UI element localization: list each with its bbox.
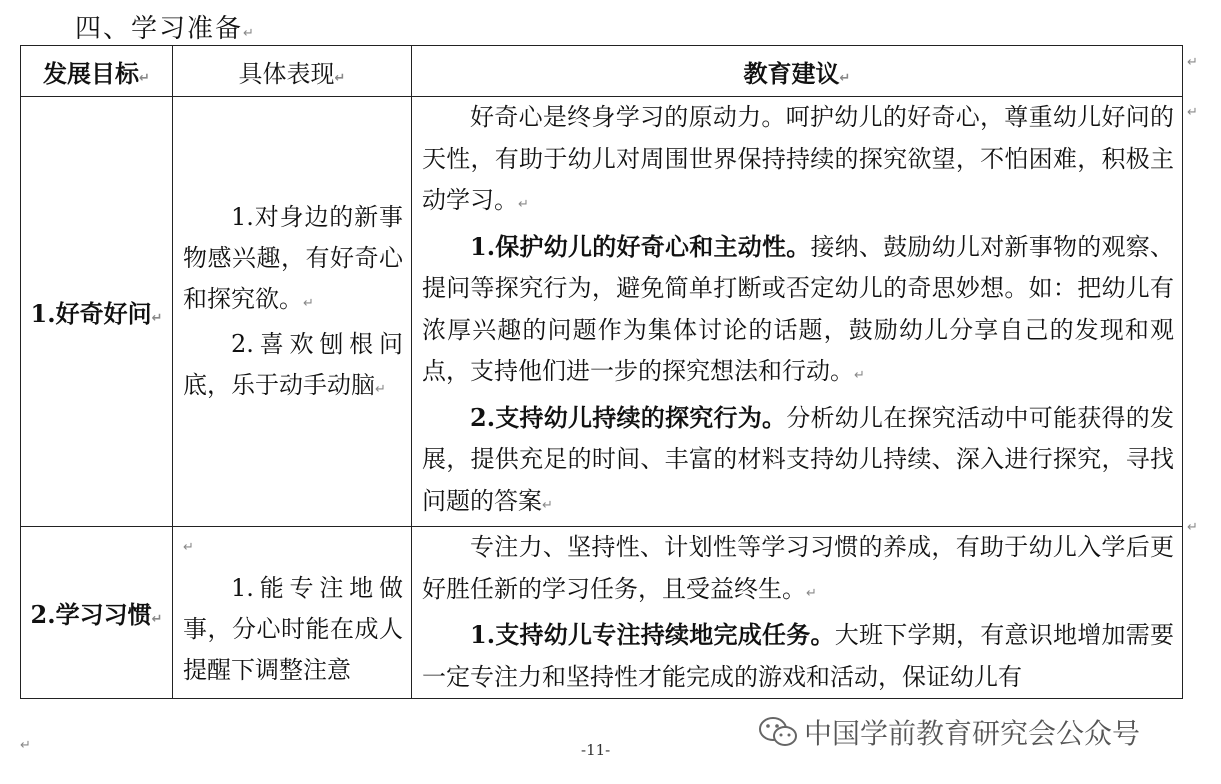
- table-header-row: [21, 46, 1183, 97]
- table-row: [21, 97, 1183, 527]
- advice-cell: [412, 97, 1183, 527]
- performance-item: 2.喜欢刨根问底，乐于动手动脑↵: [183, 330, 403, 399]
- header-cell-performance: 具体表现↵: [173, 46, 412, 97]
- page-number: -11-: [581, 741, 611, 759]
- advice-intro: 好奇心是终身学习的原动力。呵护幼儿的好奇心，尊重幼儿好问的天性，有助于幼儿对周围世界保持持续的探究欲望，不怕困难，积极主动学习。↵: [422, 103, 1174, 214]
- paragraph-mark: ↵: [1187, 55, 1198, 70]
- paragraph-mark: ↵: [1187, 520, 1198, 535]
- watermark-text: 中国学前教育研究会公众号: [804, 717, 1141, 750]
- section-heading: 四、学习准备↵: [75, 14, 256, 44]
- advice-intro: 专注力、坚持性、计划性等学习习惯的养成，有助于幼儿入学后更好胜任新的学习任务，且受益终生。↵: [422, 533, 1174, 603]
- table-row: [21, 527, 1183, 699]
- advice-item: 2.支持幼儿持续的探究行为。分析幼儿在探究活动中可能获得的发展，提供充足的时间、丰富的材料支持幼儿持续、深入进行探究，寻找问题的答案↵: [422, 402, 1174, 515]
- paragraph-mark: ↵: [20, 738, 31, 753]
- goal-cell: 1.好奇好问↵: [21, 97, 173, 527]
- advice-item: 1.支持幼儿专注持续地完成任务。大班下学期，有意识地增加需要一定专注力和坚持性才能完成的游戏和活动，保证幼儿有: [422, 620, 1175, 691]
- goal-cell: 2.学习习惯↵: [21, 527, 173, 699]
- advice-item: 1.保护幼儿的好奇心和主动性。接纳、鼓励幼儿对新事物的观察、提问等探究行为，避免简单打断或否定幼儿的奇思妙想。如：把幼儿有浓厚兴趣的问题作为集体讨论的话题，鼓励幼儿分享自己的发现和观点，支持他们进一步的探究想法和行动。↵: [422, 231, 1174, 385]
- learning-readiness-table: [20, 45, 1183, 699]
- header-cell-goal: 发展目标↵: [21, 46, 173, 97]
- paragraph-mark: ↵: [1187, 105, 1198, 120]
- performance-cell: ↵ 1.能专注地做事，分心时能在成人提醒下调整注意: [173, 527, 412, 699]
- performance-item: 1.能专注地做事，分心时能在成人提醒下调整注意: [183, 574, 403, 684]
- performance-cell: [173, 97, 412, 527]
- wechat-icon: [758, 715, 798, 749]
- header-cell-advice: 教育建议↵: [412, 46, 1183, 97]
- advice-cell: [412, 527, 1183, 699]
- performance-item: 1.对身边的新事物感兴趣，有好奇心和探究欲。↵: [183, 203, 403, 313]
- paragraph-mark: ↵: [243, 26, 256, 41]
- wechat-watermark: [758, 712, 1140, 752]
